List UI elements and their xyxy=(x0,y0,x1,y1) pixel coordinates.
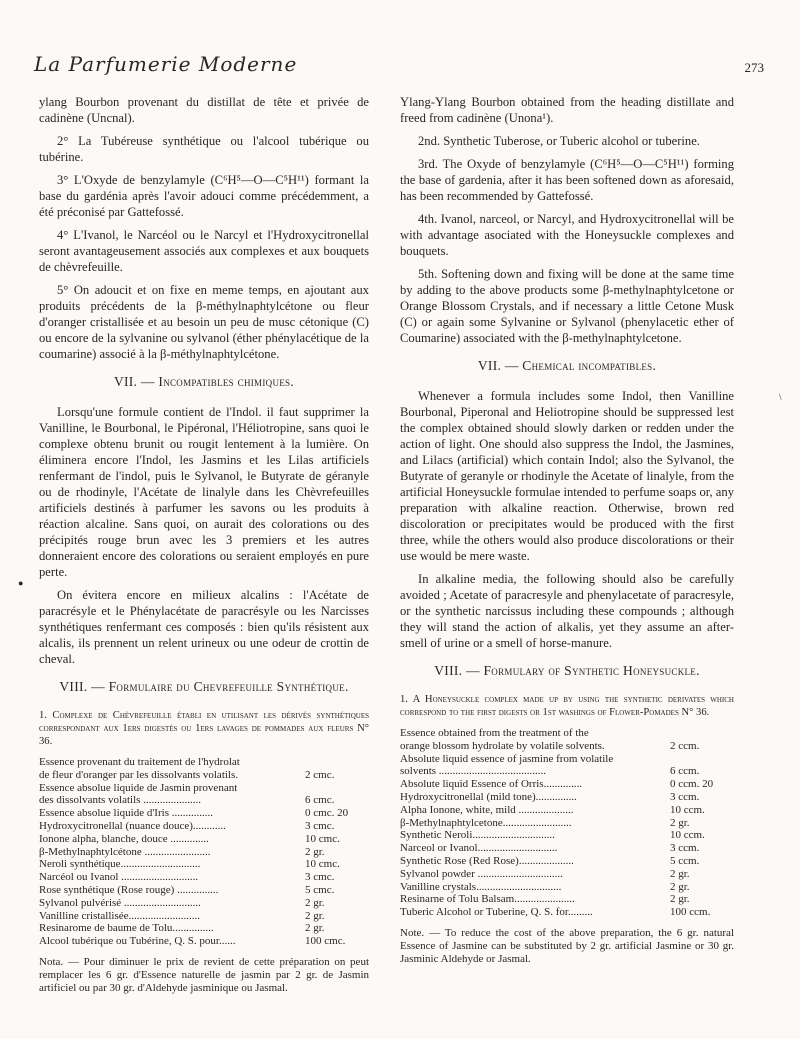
formula-row xyxy=(39,756,369,769)
ingredient-name: Synthetic Rose (Red Rose).................... xyxy=(400,854,574,867)
ingredient-quantity: 2 gr. xyxy=(670,867,690,880)
formula-row xyxy=(400,765,734,778)
formula-row xyxy=(400,727,734,740)
formula-title: 1. Complexe de Chèvrefeuille établi en utilisant les dérivés synthétiques correspondant aux 1ers digestés ou 1ers lavages de pommades aux fleurs N° 36. xyxy=(39,710,369,747)
paragraph: 2° La Tubéreuse synthétique ou l'alcool tubérique ou tubérine. xyxy=(39,134,369,164)
formula-row xyxy=(400,804,734,817)
ingredient-quantity: 3 cmc. xyxy=(305,871,335,884)
ingredient-name: solvents ....................................... xyxy=(400,765,547,778)
ingredient-quantity: 2 ccm. xyxy=(670,739,700,752)
ingredient-name: Synthetic Neroli.............................. xyxy=(400,829,555,842)
paragraph: 3rd. The Oxyde of benzylamyle (C⁶H⁵—O—C⁵H¹¹) forming the base of gardenia, after it has been softened down as aforesaid, has been recommended by Gattefossé. xyxy=(400,157,734,203)
page-header xyxy=(34,50,764,86)
formula-row xyxy=(400,753,734,766)
french-column xyxy=(39,94,369,995)
formula-row xyxy=(39,884,369,897)
section-heading: VII. — Chemical incompatibles. xyxy=(477,358,657,373)
formula-row xyxy=(39,794,369,807)
ingredient-name: Hydroxycitronellal (nuance douce)............ xyxy=(39,819,226,832)
ingredient-name: Alcool tubérique ou Tubérine, Q. S. pour...... xyxy=(39,935,236,948)
margin-bullet-icon: ● xyxy=(18,578,24,588)
formula-row xyxy=(39,820,369,833)
ingredient-quantity: 10 ccm. xyxy=(670,829,705,842)
section-heading: VII. — Incompatibles chimiques. xyxy=(113,374,295,389)
formula-row xyxy=(400,791,734,804)
formula-row xyxy=(39,922,369,935)
english-column xyxy=(400,94,734,966)
ingredient-name: Absolute liquid Essence of Orris.............. xyxy=(400,778,583,791)
ingredient-quantity xyxy=(297,782,369,795)
ingredient-name: orange blossom hydrolate by volatile solvents. xyxy=(400,739,605,752)
paragraph: On évitera encore en milieux alcalins : l'Acétate de paracrésyle et le Phénylacétate de paracrésyle ou les Narcisses synthétiques renfermant ces composés : bien qu'ils résistent aux alcalis, ils prennent un relent urineux ou une odeur de crottin de cheval. xyxy=(39,588,369,666)
ingredient-quantity: 2 gr. xyxy=(670,816,690,829)
ingredient-quantity: 2 gr. xyxy=(305,922,325,935)
paragraph: Ylang-Ylang Bourbon obtained from the heading distillate and freed from cadinène (Unona¹). xyxy=(400,95,734,125)
ingredient-name: Sylvanol powder ............................... xyxy=(400,867,563,880)
ingredient-name: Vanilline cristallisée.......................... xyxy=(39,909,200,922)
ingredient-name: Narcéol ou Ivanol ............................ xyxy=(39,871,199,884)
formula-row xyxy=(39,871,369,884)
ingredient-name: Hydroxycitronellal (mild tone)............... xyxy=(400,790,577,803)
formula-list xyxy=(400,727,734,919)
ingredient-quantity: 10 cmc. xyxy=(305,858,340,871)
formula-row xyxy=(39,858,369,871)
formula-row xyxy=(400,829,734,842)
formula-note: Nota. — Pour diminuer le prix de revient de cette préparation on peut remplacer les 6 gr. d'Essence naturelle de jasmin par 2 gr. de Jasmin artificiel ou par 30 gr. d'Aldehyde jasminique ou Jasmal. xyxy=(39,955,369,994)
ingredient-quantity xyxy=(662,753,734,766)
formula-note: Note. — To reduce the cost of the above preparation, the 6 gr. natural Essence of Jasmine can be substituted by 2 gr. artificial Jasmine or 30 gr. Jasminic Aldehyde or Jasmal. xyxy=(400,926,734,965)
paragraph: Whenever a formula includes some Indol, then Vanilline Bourbonal, Piperonal and Heliotropine should be suppressed lest the complex obtained should slowly darken or redden under the action of light. One should also suppress the Indol, the Jasmines, and Lilacs (artificial) which contain Indol; also the Sylvanol, the Butyrate of geranyle or rhodinyle the Acetate of linalyle, from the artificial Honeysuckle formulae intended to perfume soaps or, any preparation with alkaline reaction. Otherwise, brown red discoloration or precipitates would be produced with the first three, while the others would also produce discolorations or their use would be mere waste. xyxy=(400,389,734,563)
ingredient-name: Resinarne of Tolu Balsam...................... xyxy=(400,893,575,906)
ingredient-name: Rose synthétique (Rose rouge) ............... xyxy=(39,883,219,896)
ingredient-quantity: 0 cmc. 20 xyxy=(305,807,349,820)
ingredient-name: Alpha Ionone, white, mild .................... xyxy=(400,803,574,816)
ingredient-quantity: 100 cmc. xyxy=(305,935,346,948)
ingredient-name: β-Methylnaphtylcetone......................... xyxy=(400,816,572,829)
ingredient-quantity: 2 gr. xyxy=(670,893,690,906)
formula-row xyxy=(400,855,734,868)
ingredient-quantity xyxy=(662,727,734,740)
ingredient-name: Essence obtained from the treatment of the xyxy=(400,727,589,739)
page-number: 273 xyxy=(744,60,764,75)
margin-mark-icon: \ xyxy=(779,392,782,402)
ingredient-quantity: 2 gr. xyxy=(305,845,325,858)
paragraph: 3° L'Oxyde de benzylamyle (C⁶H⁵—O—C⁵H¹¹) formant la base du gardénia après l'avoir adouci comme précédemment, a été préconisé par Gattefossé. xyxy=(39,173,369,219)
ingredient-name: Sylvanol pulvérisé ............................ xyxy=(39,896,201,909)
paragraph: Lorsqu'une formule contient de l'Indol. il faut supprimer la Vanilline, le Bourbonal, le Pipéronal, l'Héliotropine, sans quoi le complexe obtenu brunit ou rougit lentement à la lumière. On éliminera encore l'Indol, les Jasmins et les Lilas artificiels renfermant de l'indol, puis le Sylvanol, le Butyrate de géranyle ou de rhodinyle, l'Acétate de linalyle dans les Chèvrefeuilles artificiels destinés à parfumer les savons ou les produits à réaction alcaline. Sans quoi, on aurait des colorations ou des précipités rouge brun avec les 3 premiers et les autres donneraient encore des colorations ou seraient employés en pure perte. xyxy=(39,405,369,579)
formula-title: 1. A Honeysuckle complex made up by using the synthetic derivates which correspond to the first digests or 1st washings of Flower-Pomades N° 36. xyxy=(400,694,734,718)
ingredient-quantity: 10 cmc. xyxy=(305,832,340,845)
ingredient-quantity: 6 ccm. xyxy=(670,765,700,778)
formula-row xyxy=(39,910,369,923)
formula-list xyxy=(39,756,369,948)
formula-row xyxy=(400,842,734,855)
ingredient-quantity: 2 cmc. xyxy=(305,768,335,781)
ingredient-quantity: 10 ccm. xyxy=(670,803,705,816)
formula-row xyxy=(39,897,369,910)
formula-row xyxy=(39,782,369,795)
ingredient-quantity xyxy=(297,756,369,769)
ingredient-name: Essence absolue liquide de Jasmin provenant xyxy=(39,781,238,794)
ingredient-name: β-Methylnaphtylcétone ........................ xyxy=(39,845,211,858)
formula-row xyxy=(400,817,734,830)
formula-row xyxy=(39,769,369,782)
ingredient-name: Narceol or Ivanol............................. xyxy=(400,842,558,855)
formula-row xyxy=(400,868,734,881)
formula-row xyxy=(39,807,369,820)
formula-row xyxy=(39,846,369,859)
formula-row xyxy=(39,935,369,948)
ingredient-name: Absolute liquid essence of jasmine from volatile xyxy=(400,752,614,765)
paragraph: 5th. Softening down and fixing will be done at the same time by adding to the above products some β-methylnaphtylcetone or Orange Blossom Crystals, and if necessary a little Cetone Musk (C) or again some Sylvanine or Sylvanol (phenylacetic ether of Coumarine) associated with the β-methylnaphtylcetone. xyxy=(400,267,734,345)
journal-title: La Parfumerie Moderne xyxy=(34,52,298,76)
formula-row xyxy=(39,833,369,846)
formula-row xyxy=(400,893,734,906)
section-heading: VIII. — Formulaire du Chevrefeuille Synthétique. xyxy=(59,679,349,694)
ingredient-name: Neroli synthétique............................. xyxy=(39,858,201,871)
ingredient-quantity: 5 cmc. xyxy=(305,883,335,896)
ingredient-name: Essence provenant du traitement de l'hydrolat xyxy=(39,756,240,768)
ingredient-name: des dissolvants volatils ..................... xyxy=(39,794,201,807)
paragraph: 5° On adoucit et on fixe en meme temps, en ajoutant aux produits précédents de la β-méthylnaphtylcétone ou fleur d'oranger cristallisée et au besoin un peu de musc cétonique (C) ou encore de la sylvanine ou sylvanol (éther phénylacétique de la coumarine) associé à la β-méthylnaphtylcétone. xyxy=(39,283,369,361)
ingredient-quantity: 0 ccm. 20 xyxy=(670,778,714,791)
ingredient-name: Vanilline crystals............................... xyxy=(400,880,562,893)
ingredient-quantity: 2 gr. xyxy=(305,896,325,909)
formula-row xyxy=(400,778,734,791)
paragraph: ylang Bourbon provenant du distillat de tête et privée de cadinène (Uncnal). xyxy=(39,95,369,125)
paragraph: In alkaline media, the following should also be carefully avoided ; Acetate of paracresyle and phenylacetate of paracresyle, or the synthetic narcissus including these compounds ; although they will stand the action of alkalis, yet they assume an after-smell of urine or a smell of horse-manure. xyxy=(400,572,734,650)
ingredient-quantity: 5 ccm. xyxy=(670,854,700,867)
section-heading: VIII. — Formulary of Synthetic Honeysuckle. xyxy=(434,663,700,678)
paragraph: 4° L'Ivanol, le Narcéol ou le Narcyl et l'Hydroxycitronellal seront avantageusement associés aux complexes et aux bouquets de chèvrefeuille. xyxy=(39,228,369,274)
ingredient-quantity: 3 cmc. xyxy=(305,819,335,832)
ingredient-quantity: 2 gr. xyxy=(305,909,325,922)
formula-row xyxy=(400,906,734,919)
ingredient-name: Ionone alpha, blanche, douce .............. xyxy=(39,832,209,845)
paragraph: 4th. Ivanol, narceol, or Narcyl, and Hydroxycitronellal will be with advantage asociated with the Honeysuckle complexes and bouquets. xyxy=(400,212,734,258)
ingredient-quantity: 100 ccm. xyxy=(670,906,711,919)
ingredient-quantity: 3 ccm. xyxy=(670,790,700,803)
paragraph: 2nd. Synthetic Tuberose, or Tuberic alcohol or tuberine. xyxy=(418,134,700,148)
ingredient-name: Tuberic Alcohol or Tuberine, Q. S. for......... xyxy=(400,906,593,919)
ingredient-quantity: 3 ccm. xyxy=(670,842,700,855)
ingredient-name: Resinarome de baume de Tolu............... xyxy=(39,922,214,935)
formula-row xyxy=(400,740,734,753)
ingredient-name: de fleur d'oranger par les dissolvants volatils. xyxy=(39,768,239,781)
ingredient-quantity: 2 gr. xyxy=(670,880,690,893)
ingredient-name: Essence absolue liquide d'Iris ............... xyxy=(39,807,213,820)
formula-row xyxy=(400,881,734,894)
ingredient-quantity: 6 cmc. xyxy=(305,794,335,807)
